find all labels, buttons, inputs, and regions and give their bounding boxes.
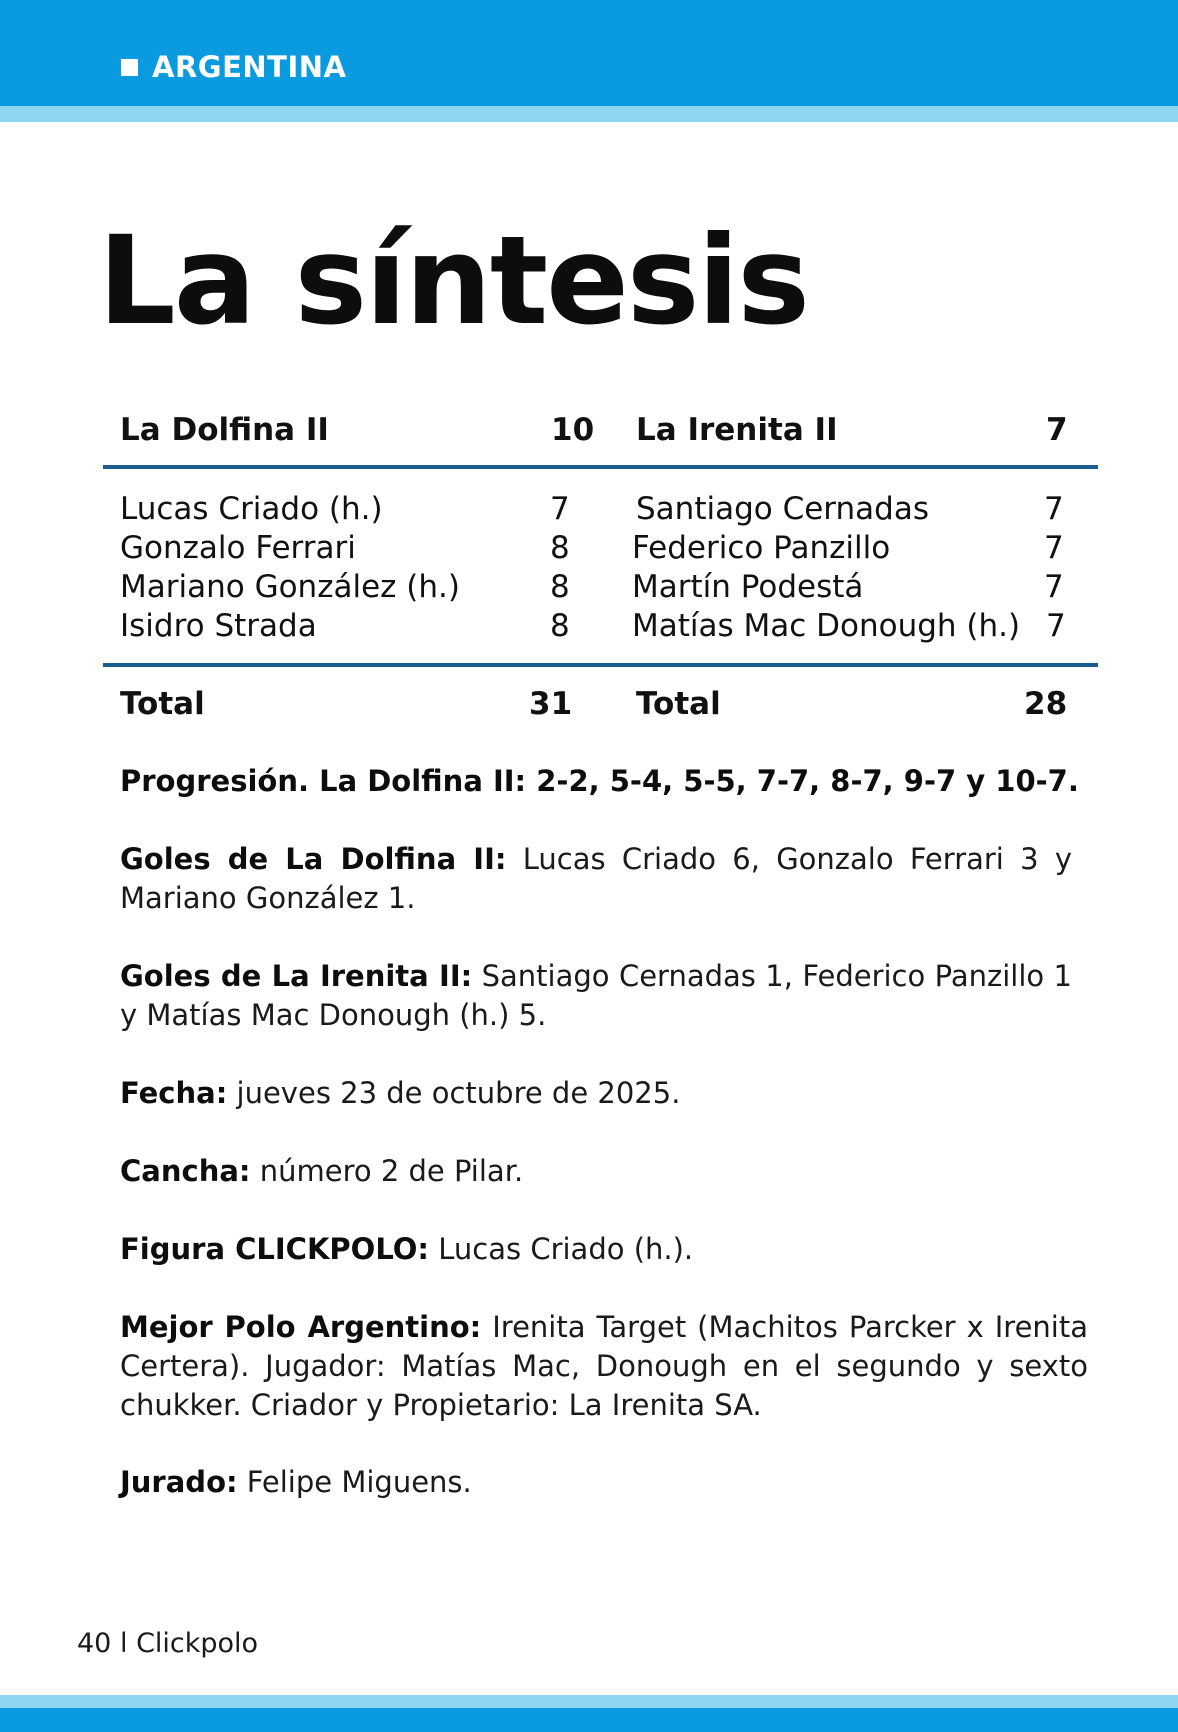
footer-stripe [0,1695,1178,1708]
goals-team-1-label: Goles de La Dolfina II: [120,842,507,876]
goals-team-2-label: Goles de La Irenita II: [120,959,473,993]
team-1-player-name: Lucas Criado (h.) [120,491,383,527]
team-2-score: 7 [1046,412,1068,448]
figure-text: Lucas Criado (h.). [429,1232,694,1266]
field-label: Cancha: [120,1154,251,1188]
jury-line [120,1463,1072,1502]
goals-team-1 [120,840,1072,918]
goals-team-2 [120,957,1072,1035]
team-1-name: La Dolfina II [120,412,329,448]
page-footer [77,1628,258,1659]
jury-text: Felipe Miguens. [237,1465,472,1499]
section-label [121,50,346,84]
footer-band [0,1708,1178,1732]
date-text: jueves 23 de octubre de 2025. [227,1076,681,1110]
date-line [120,1074,1072,1113]
page-number: 40 [77,1628,112,1659]
progression-text: Progresión. La Dolfina II: 2-2, 5-4, 5-5, 7-7, 8-7, 9-7 y 10-7. [120,764,1079,798]
table-rule-top [103,465,1098,469]
team-1-player-handicap: 8 [550,530,570,566]
page-title: La síntesis [98,210,808,352]
best-horse-label: Mejor Polo Argentino: [120,1310,482,1344]
best-horse-text: Irenita Target (Machitos Parcker x Irenita Certera). Jugador: Matías Mac, Donough en el segundo y sexto chukker. Criador y Propietario: La Irenita SA. [120,1310,1088,1422]
best-horse-line [120,1308,1088,1425]
progression-line [120,762,1100,801]
team-1-player-handicap: 8 [550,569,570,605]
team-1-player-name: Isidro Strada [120,608,317,644]
team-2-name: La Irenita II [636,412,838,448]
figure-line [120,1230,1072,1269]
team-2-player-handicap: 7 [1044,569,1064,605]
section-name: ARGENTINA [152,50,347,84]
jury-label: Jurado: [120,1465,238,1499]
team-2-player-handicap: 7 [1044,530,1064,566]
goals-team-1-text: Lucas Criado 6, Gonzalo Ferrari 3 y Mariano González 1. [120,842,1072,915]
team-2-total-label: Total [636,686,721,722]
field-line [120,1152,1072,1191]
team-1-total-label: Total [120,686,205,722]
team-1-player-handicap: 8 [550,608,570,644]
team-2-player-name: Federico Panzillo [632,530,891,566]
team-2-player-handicap: 7 [1044,491,1064,527]
figure-label: Figura CLICKPOLO: [120,1232,430,1266]
team-1-player-handicap: 7 [550,491,570,527]
team-1-total: 31 [529,686,573,722]
team-1-player-name: Gonzalo Ferrari [120,530,356,566]
team-2-player-name: Matías Mac Donough (h.) [632,608,1021,644]
table-rule-bottom [103,663,1098,667]
field-text: número 2 de Pilar. [250,1154,524,1188]
header-stripe [0,106,1178,122]
team-2-player-name: Martín Podestá [632,569,864,605]
team-2-player-name: Santiago Cernadas [636,491,929,527]
team-1-score: 10 [551,412,595,448]
square-bullet-icon [121,59,138,76]
date-label: Fecha: [120,1076,228,1110]
team-1-player-name: Mariano González (h.) [120,569,460,605]
publication-name: Clickpolo [136,1628,259,1659]
goals-team-2-text: Santiago Cernadas 1, Federico Panzillo 1 y Matías Mac Donough (h.) 5. [120,959,1072,1032]
footer-separator: l [119,1628,128,1659]
team-2-total: 28 [1024,686,1068,722]
team-2-player-handicap: 7 [1046,608,1066,644]
